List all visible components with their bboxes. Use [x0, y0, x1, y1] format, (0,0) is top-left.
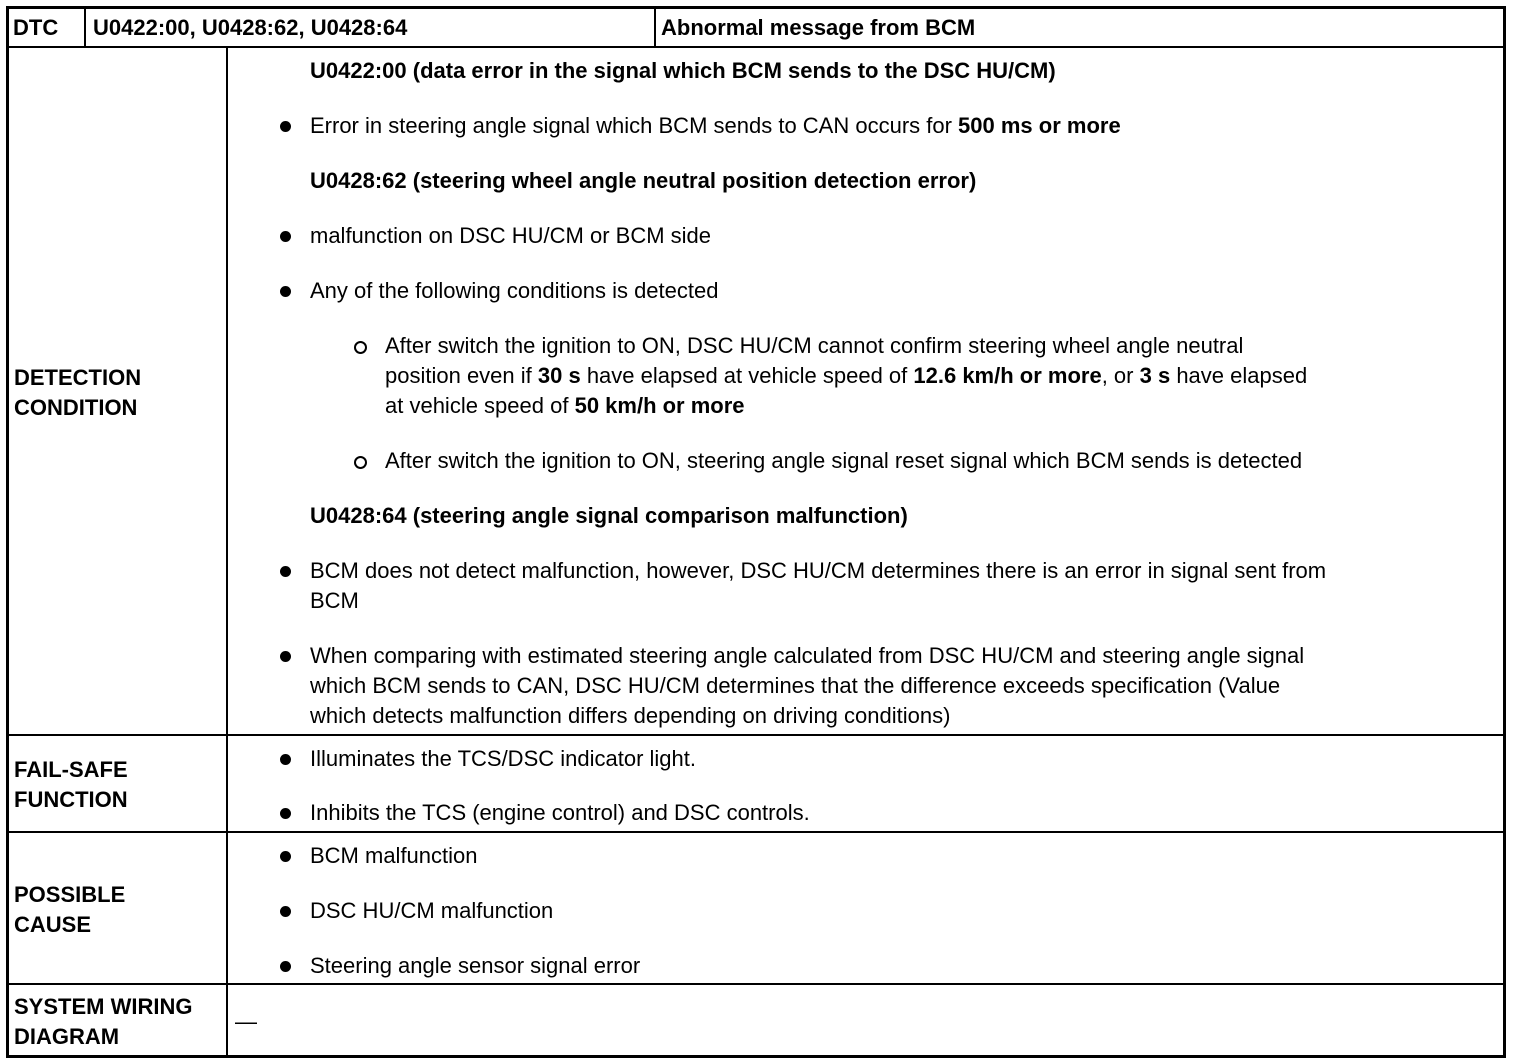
u0428-64-condition-2: When comparing with estimated steering angle calculated from DSC HU/CM and steering angle signal which BCM sends to CAN, DSC HU/CM determines that the difference exceeds specification (Value which detects malfunction differs depending on driving conditions) — [310, 643, 1305, 728]
open-bullet-icon — [354, 341, 367, 354]
failsafe-label: FAIL-SAFE FUNCTION — [14, 757, 128, 812]
bullet-icon — [280, 754, 291, 765]
failsafe-item-1: Illuminates the TCS/DSC indicator light. — [310, 746, 696, 771]
bullet-icon — [280, 231, 291, 242]
row-divider-detection — [9, 734, 1503, 736]
u0428-62-heading: U0428:62 (steering wheel angle neutral position detection error) — [310, 168, 977, 193]
u0428-62-condition-2: Any of the following conditions is detected — [310, 278, 719, 303]
u0428-62-subcondition-1: After switch the ignition to ON, DSC HU/CM cannot confirm steering wheel angle neutral position even if 30 s have elapsed at vehicle speed of 12.6 km/h or more, or 3 s have elapsed at vehicle speed of 50 km/h or more — [385, 333, 1308, 418]
bullet-icon — [280, 961, 291, 972]
u0422-condition: Error in steering angle signal which BCM sends to CAN occurs for 500 ms or more — [310, 113, 1121, 138]
u0428-62-subcondition-2: After switch the ignition to ON, steering angle signal reset signal which BCM sends is detected — [385, 448, 1303, 473]
col-divider-dtc — [84, 9, 86, 46]
bullet-icon — [280, 808, 291, 819]
row-divider-failsafe — [9, 831, 1503, 833]
dtc-table — [6, 6, 1506, 1058]
open-bullet-icon — [354, 456, 367, 469]
row-divider-cause — [9, 983, 1503, 985]
cause-item-1: BCM malfunction — [310, 843, 478, 868]
bullet-icon — [280, 286, 291, 297]
detection-label: DETECTION CONDITION — [14, 365, 142, 420]
u0422-heading: U0422:00 (data error in the signal which BCM sends to the DSC HU/CM) — [310, 58, 1056, 83]
bullet-icon — [280, 906, 291, 917]
bullet-icon — [280, 651, 291, 662]
col-divider-labels — [226, 46, 228, 1056]
cause-label: POSSIBLE CAUSE — [14, 882, 126, 937]
failsafe-item-2: Inhibits the TCS (engine control) and DSC controls. — [310, 800, 810, 825]
cause-item-3: Steering angle sensor signal error — [310, 953, 641, 978]
wiring-value: — — [235, 1009, 257, 1034]
bullet-icon — [280, 121, 291, 132]
dtc-title: Abnormal message from BCM — [661, 15, 976, 40]
dtc-label: DTC — [13, 15, 59, 40]
wiring-label: SYSTEM WIRING DIAGRAM — [14, 994, 193, 1049]
u0428-64-condition-1: BCM does not detect malfunction, however, DSC HU/CM determines there is an error in signal sent from BCM — [310, 558, 1327, 613]
bullet-icon — [280, 566, 291, 577]
u0428-62-condition-1: malfunction on DSC HU/CM or BCM side — [310, 223, 712, 248]
bullet-icon — [280, 851, 291, 862]
cause-item-2: DSC HU/CM malfunction — [310, 898, 554, 923]
u0428-64-heading: U0428:64 (steering angle signal comparison malfunction) — [310, 503, 908, 528]
dtc-codes: U0422:00, U0428:62, U0428:64 — [93, 15, 408, 40]
col-divider-title — [654, 9, 656, 46]
row-divider-header — [9, 46, 1503, 48]
